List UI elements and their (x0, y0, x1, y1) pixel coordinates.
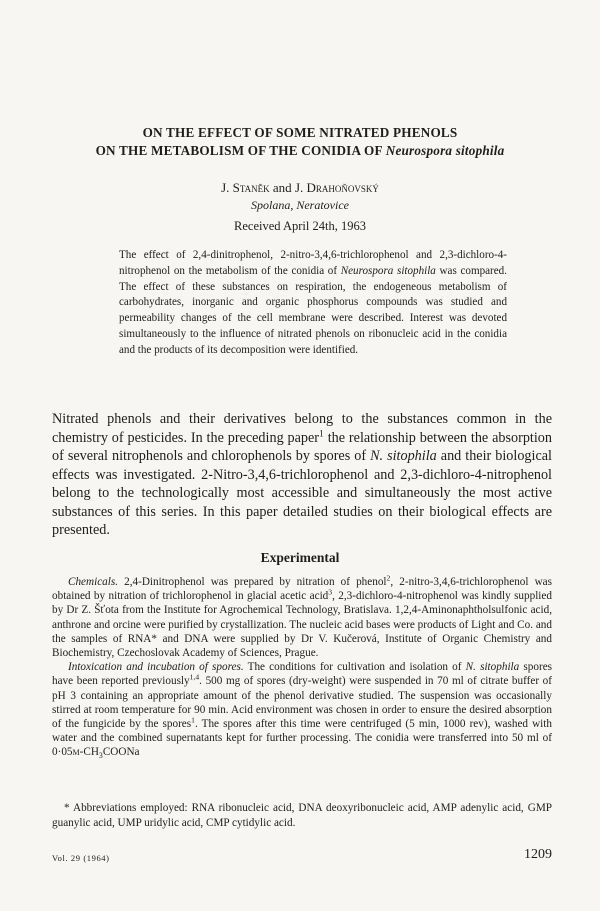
intro-text-3: and their biological effects was investigated. 2-Nitro-3,4,6-trichlorophenol and 2,3-dichloro-4-nitrophenol belong to the technologically most accessible and simultaneously the most active substances of this series. In this paper detailed studies on their biological effects are presented. (52, 448, 552, 538)
intoxication-text-1: The conditions for cultivation and isolation of (243, 661, 466, 674)
intoxication-species: N. sitophila (465, 661, 520, 674)
chemicals-label: Chemicals. (68, 576, 119, 588)
intoxication-text-2: spores have been reported previously (52, 661, 553, 688)
title-species: Neurospora sitophila (385, 143, 505, 158)
section-heading-experimental: Experimental (260, 550, 340, 565)
volume-folio: Vol. 29 (1964) (52, 853, 110, 863)
chemicals-text-1: 2,4-Dinitrophenol was prepared by nitration of phenol (118, 576, 387, 588)
subscript: 3 (98, 751, 103, 761)
author-1: J. Staněk (221, 180, 270, 195)
abstract (119, 248, 507, 359)
citation-ref: 1 (191, 715, 195, 725)
footnote: * Abbreviations employed: RNA ribonucleic acid, DNA deoxyribonucleic acid, AMP adenylic acid, GMP guanylic acid, UMP uridylic acid, CMP cytidylic acid. (52, 802, 552, 829)
citation-ref: 1 (319, 427, 324, 439)
chemicals-text-4: and DNA were supplied by Dr V. Kučerová, Institute of Organic Chemistry and Biochemistry, Czechoslovak Academy of Sciences, Prague. (52, 632, 552, 660)
author-2: J. Drahoňovský (294, 180, 379, 195)
chemicals-text-3: , 2,3-dichloro-4-nitrophenol was kindly supplied by Dr Z. Šťota from the Institute for Agrochemical Technology, Bratislava. 1,2,4-Aminonaphtholsulfonic acid, anthrone and orcine were purified by crystallization. The nucleic acid bases were products of Light and Co. and the samples of RNA (52, 590, 552, 645)
page-number: 1209 (524, 847, 552, 862)
abstract-species: Neurospora sitophila (340, 264, 436, 277)
molar-unit: m (72, 746, 80, 759)
intoxication-text-3: . 500 mg of spores (dry-weight) were suspended in 70 ml of citrate buffer of pH 3 containing an appropriate amount of the phenol derivative studied. The suspension was occasionally stirred at room temperature for 90 min. Acid environment was chosen in order to ensure the desired absorption of the fungicide by the spores (52, 675, 552, 731)
intro-text-1: Nitrated phenols and their derivatives belong to the substances common in the chemistry of pesticides. In the preceding paper (52, 411, 552, 446)
intoxication-text-4: . The spores after this time were centrifuged (5 min, 1000 rev), washed with water and the combined supernatants kept for further processing. The conidia were transferred into 50 ml of 0·05 (52, 718, 552, 759)
intro-species: N. sitophila (370, 448, 437, 464)
intoxication-text-5: -CH (79, 746, 99, 759)
footnote-marker: * (151, 632, 157, 645)
title-text: ON THE METABOLISM OF THE CONIDIA OF (95, 143, 386, 158)
author-separator: and (269, 180, 295, 195)
introduction-paragraph (52, 410, 552, 540)
experimental-body (52, 575, 552, 760)
abstract-text-2: was compared. The effect of these substances on respiration, the endogeneous metabolism of carbohydrates, inorganic and organic phosphorus compounds was studied and permeability changes of the cell membrane were described. Interest was devoted simultaneously to the influence of nitrated phenols on ribonucleic acid in the conidia and the products of its decomposition were identified. (119, 264, 507, 356)
article-title-line-2 (40, 142, 560, 160)
authors (40, 180, 560, 196)
citation-ref: 1,4 (189, 672, 200, 682)
intoxication-text-6: COONa (102, 746, 140, 759)
intro-text-2: the relationship between the absorption of several nitrophenols and chlorophenols by spores of (52, 429, 552, 464)
chemicals-text-2: , 2-nitro-3,4,6-trichlorophenol was obtained by nitration of trichlorophenol in glacial acetic acid (52, 576, 552, 603)
abstract-text-1: The effect of 2,4-dinitrophenol, 2-nitro-3,4,6-trichlorophenol and 2,3-dichloro-4-nitrophenol on the metabolism of the conidia of (119, 249, 507, 277)
affiliation: Spolana, Neratovice (251, 198, 349, 212)
citation-ref: 2 (386, 573, 391, 583)
article-title-line-1: ON THE EFFECT OF SOME NITRATED PHENOLS (142, 125, 458, 140)
received-date: Received April 24th, 1963 (234, 219, 366, 233)
intoxication-paragraph (52, 660, 552, 759)
citation-ref: 3 (328, 587, 333, 597)
intoxication-label: Intoxication and incubation of spores. (68, 661, 244, 674)
chemicals-paragraph (52, 575, 552, 660)
